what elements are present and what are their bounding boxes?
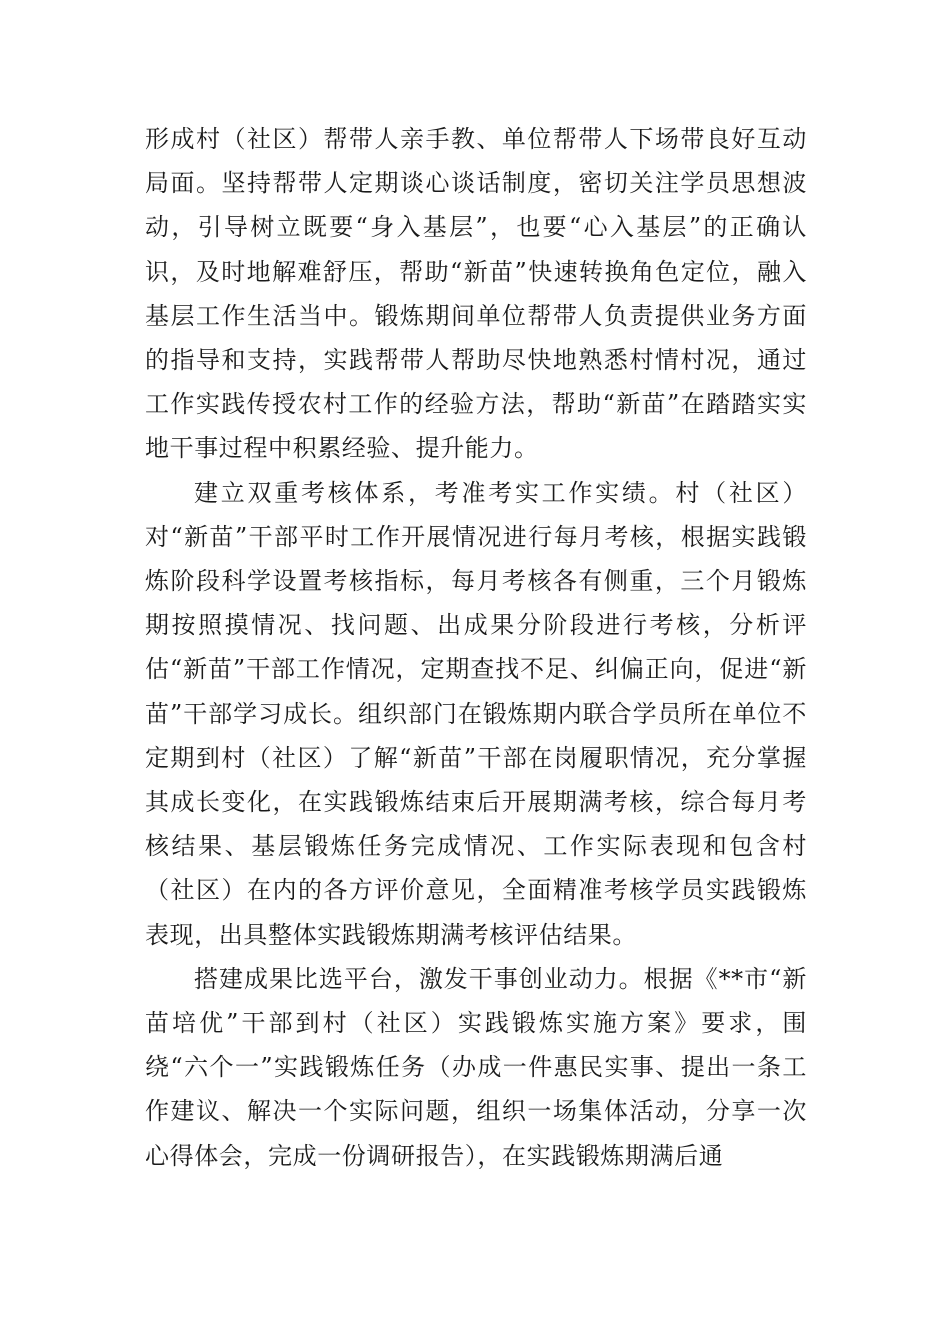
- paragraph-results-platform: 搭建成果比选平台，激发干事创业动力。根据《**市“新苗培优”干部到村（社区）实践锻炼实施方案》要求，围绕“六个一”实践锻炼任务（办成一件惠民实事、提出一条工作建议、解决一个实际问题，组织一场集体活动，分享一次心得体会，完成一份调研报告），在实践锻炼期满后通: [145, 964, 807, 1170]
- paragraph-continued: 形成村（社区）帮带人亲手教、单位帮带人下场带良好互动局面。坚持帮带人定期谈心谈话制度，密切关注学员思想波动，引导树立既要“身入基层”，也要“心入基层”的正确认识，及时地解难舒压，帮助“新苗”快速转换角色定位，融入基层工作生活当中。锻炼期间单位帮带人负责提供业务方面的指导和支持，实践帮带人帮助尽快地熟悉村情村况，通过工作实践传授农村工作的经验方法，帮助“新苗”在踏踏实实地干事过程中积累经验、提升能力。: [145, 125, 807, 463]
- document-body: [145, 117, 807, 1178]
- paragraph-assessment-system: 建立双重考核体系，考准考实工作实绩。村（社区）对“新苗”干部平时工作开展情况进行每月考核，根据实践锻炼阶段科学设置考核指标，每月考核各有侧重，三个月锻炼期按照摸情况、找问题、出成果分阶段进行考核，分析评估“新苗”干部工作情况，定期查找不足、纠偏正向，促进“新苗”干部学习成长。组织部门在锻炼期内联合学员所在单位不定期到村（社区）了解“新苗”干部在岗履职情况，充分掌握其成长变化，在实践锻炼结束后开展期满考核，综合每月考核结果、基层锻炼任务完成情况、工作实际表现和包含村（社区）在内的各方评价意见，全面精准考核学员实践锻炼表现，出具整体实践锻炼期满考核评估结果。: [145, 478, 807, 949]
